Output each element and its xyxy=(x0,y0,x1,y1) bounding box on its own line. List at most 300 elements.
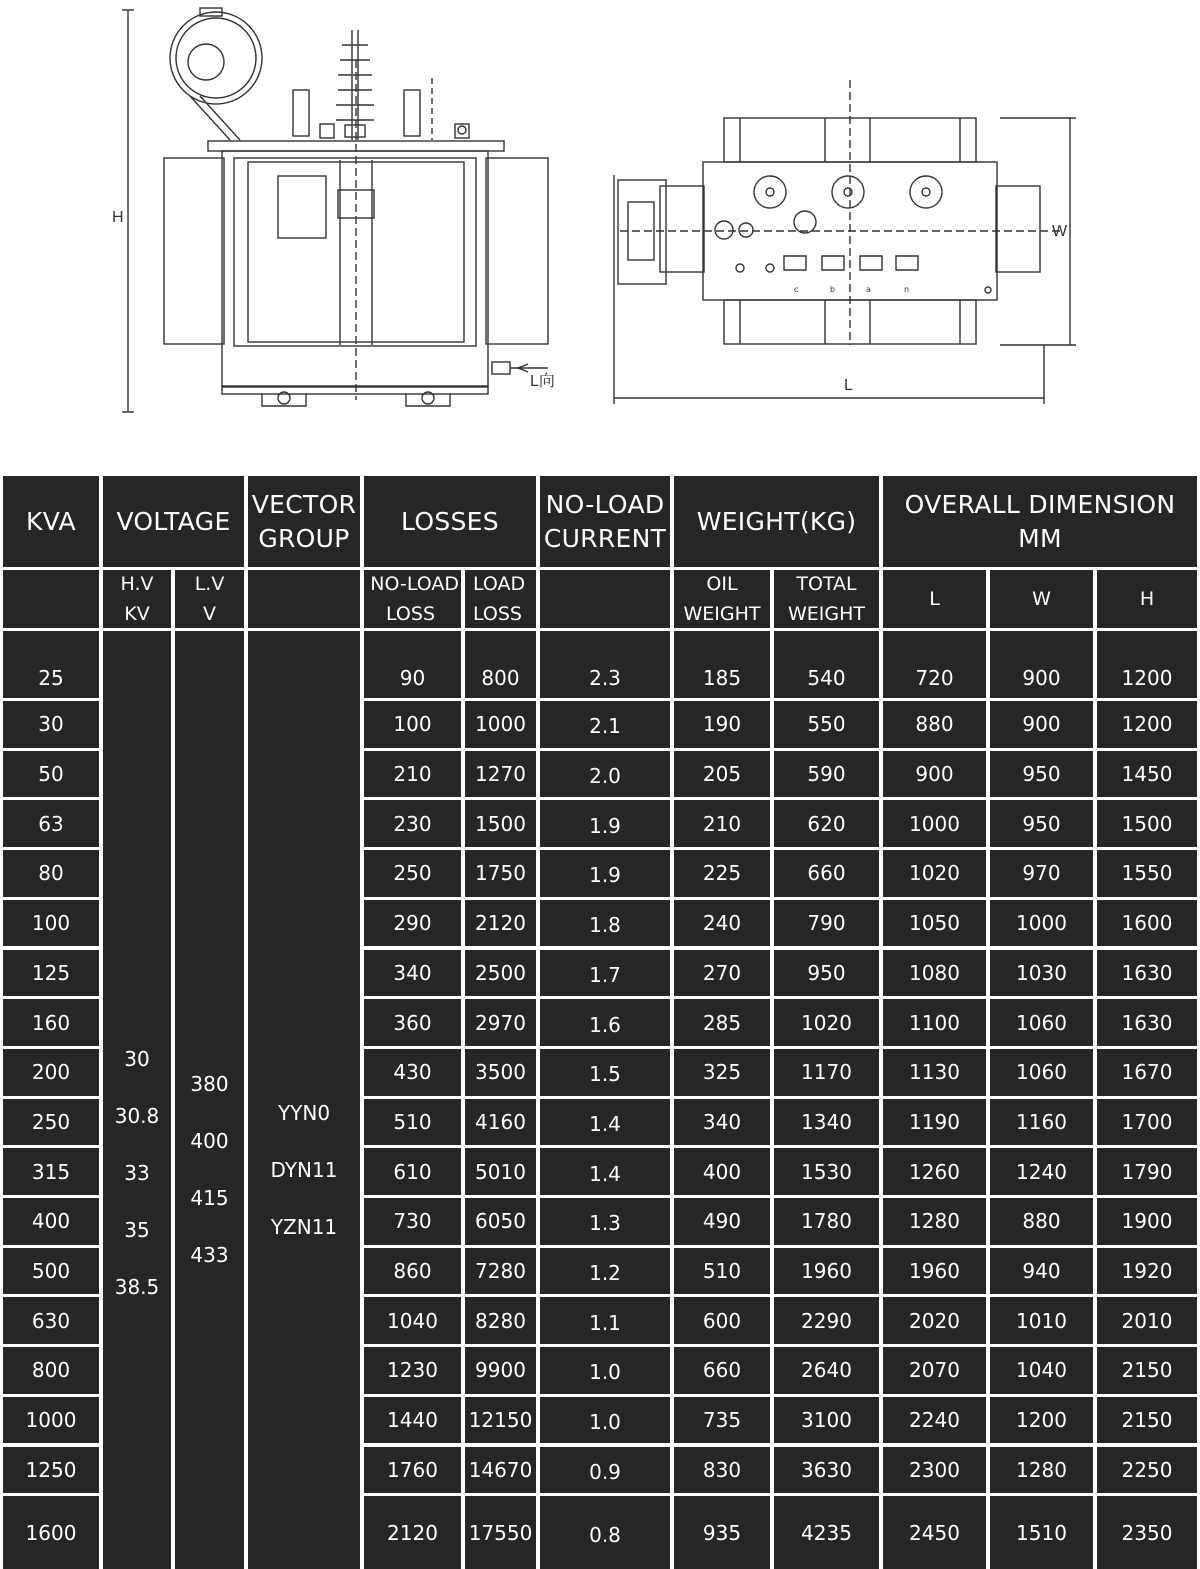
height-cell xyxy=(1097,701,1197,748)
height-cell xyxy=(1097,850,1197,897)
lv-value: 380 xyxy=(190,1072,229,1096)
subheader-hv-line1: H.V xyxy=(120,573,154,595)
load-loss-cell xyxy=(465,1148,536,1195)
no-load-current-cell-value: 1.6 xyxy=(589,1012,621,1037)
width-cell xyxy=(990,1397,1093,1444)
no-load-current-cell-value: 1.4 xyxy=(589,1111,621,1136)
subheader-total-weight-line2: WEIGHT xyxy=(787,603,865,625)
oil-weight-cell xyxy=(674,850,770,897)
hv-value: 30.8 xyxy=(114,1103,160,1128)
load-loss-cell-value: 4160 xyxy=(475,1109,526,1134)
oil-weight-cell-value: 210 xyxy=(702,811,742,836)
no-load-loss-cell-value: 610 xyxy=(393,1159,432,1184)
total-weight-cell xyxy=(774,1496,879,1569)
length-cell xyxy=(883,1496,986,1569)
length-cell-value: 1100 xyxy=(909,1010,960,1035)
height-cell xyxy=(1097,800,1197,847)
total-weight-cell xyxy=(774,1148,879,1195)
oil-weight-cell xyxy=(674,751,770,798)
header-overall-dimension-line2: MM xyxy=(1018,523,1062,553)
no-load-current-cell-value: 1.3 xyxy=(589,1211,621,1236)
oil-weight-cell-value: 190 xyxy=(702,712,742,737)
height-cell xyxy=(1097,631,1197,698)
header-overall-dimension xyxy=(883,476,1197,567)
subheader-lv-line2: V xyxy=(203,603,216,625)
oil-weight-cell-value: 205 xyxy=(702,762,742,787)
hv-value: 38.5 xyxy=(114,1274,160,1299)
kva-cell-value: 1000 xyxy=(25,1408,77,1433)
total-weight-cell xyxy=(774,1049,879,1096)
oil-weight-cell-value: 660 xyxy=(702,1358,742,1383)
no-load-current-cell-value: 2.3 xyxy=(589,666,621,690)
subheader-load-loss-line2: LOSS xyxy=(473,603,522,625)
height-cell-value: 1550 xyxy=(1121,861,1173,886)
kva-cell xyxy=(3,1248,99,1295)
no-load-current-cell-value: 1.0 xyxy=(589,1410,621,1435)
width-cell xyxy=(990,1198,1093,1245)
terminal-mark-b: b xyxy=(830,285,836,294)
height-cell xyxy=(1097,751,1197,798)
lv-value: 400 xyxy=(190,1129,229,1153)
length-cell xyxy=(883,1397,986,1444)
no-load-current-cell-value: 2.1 xyxy=(589,714,621,739)
width-cell xyxy=(990,1496,1093,1569)
height-cell-value: 1200 xyxy=(1121,666,1173,690)
hv-value: 35 xyxy=(124,1217,150,1242)
length-cell xyxy=(883,850,986,897)
no-load-loss-cell xyxy=(364,1297,461,1344)
load-loss-cell-value: 8280 xyxy=(475,1308,526,1333)
length-cell-value: 1130 xyxy=(909,1060,960,1085)
height-cell-value: 1790 xyxy=(1121,1159,1173,1184)
kva-cell xyxy=(3,850,99,897)
subheader-vector-blank xyxy=(248,570,360,628)
oil-weight-cell-value: 285 xyxy=(702,1010,742,1035)
no-load-loss-cell xyxy=(364,1198,461,1245)
load-loss-cell xyxy=(465,1049,536,1096)
kva-cell-value: 250 xyxy=(31,1109,71,1134)
header-kva xyxy=(3,476,99,567)
total-weight-cell xyxy=(774,950,879,997)
total-weight-cell-value: 790 xyxy=(807,911,846,936)
vector-group-value: DYN11 xyxy=(270,1157,338,1182)
height-cell-value: 2010 xyxy=(1121,1308,1173,1333)
width-cell-value: 950 xyxy=(1022,811,1061,836)
height-cell xyxy=(1097,1447,1197,1494)
kva-cell-value: 25 xyxy=(38,666,64,690)
height-cell-value: 1630 xyxy=(1121,1010,1173,1035)
no-load-loss-cell xyxy=(364,631,461,698)
oil-weight-cell xyxy=(674,1496,770,1569)
length-cell xyxy=(883,631,986,698)
subheader-w xyxy=(990,570,1093,628)
oil-weight-cell xyxy=(674,800,770,847)
length-cell xyxy=(883,999,986,1046)
subheader-lv xyxy=(175,570,244,628)
kva-cell xyxy=(3,999,99,1046)
no-load-loss-cell-value: 1440 xyxy=(387,1408,438,1433)
header-overall-dimension-line1: OVERALL DIMENSION xyxy=(904,489,1176,519)
load-loss-cell-value: 3500 xyxy=(475,1060,526,1085)
no-load-current-cell-value: 1.1 xyxy=(589,1310,621,1335)
oil-weight-cell xyxy=(674,900,770,947)
total-weight-cell xyxy=(774,1198,879,1245)
hv-value: 33 xyxy=(124,1160,150,1185)
load-loss-cell-value: 1500 xyxy=(475,811,526,836)
no-load-current-cell-value: 1.9 xyxy=(589,813,621,838)
height-cell-value: 1900 xyxy=(1121,1209,1173,1234)
oil-weight-cell-value: 490 xyxy=(702,1209,742,1234)
total-weight-cell xyxy=(774,701,879,748)
no-load-loss-cell-value: 510 xyxy=(393,1109,432,1134)
load-loss-cell xyxy=(465,900,536,947)
load-loss-cell-value: 2970 xyxy=(475,1010,526,1035)
kva-cell-value: 50 xyxy=(38,762,64,787)
length-cell-value: 2070 xyxy=(909,1358,960,1383)
length-cell xyxy=(883,1347,986,1394)
subheader-kva-blank xyxy=(3,570,99,628)
spec-table xyxy=(0,473,1200,1569)
kva-cell xyxy=(3,950,99,997)
no-load-current-cell-value: 1.5 xyxy=(589,1062,621,1087)
no-load-current-cell xyxy=(540,1297,670,1344)
load-loss-cell-value: 6050 xyxy=(475,1209,526,1234)
total-weight-cell xyxy=(774,631,879,698)
height-cell-value: 1670 xyxy=(1121,1060,1173,1085)
subheader-no-load-loss-line1: NO-LOAD xyxy=(370,573,459,595)
no-load-current-cell xyxy=(540,1049,670,1096)
no-load-current-cell xyxy=(540,701,670,748)
length-cell-value: 2300 xyxy=(909,1457,960,1482)
kva-cell-value: 315 xyxy=(31,1159,71,1184)
load-loss-cell xyxy=(465,800,536,847)
length-cell xyxy=(883,950,986,997)
oil-weight-cell-value: 340 xyxy=(702,1109,742,1134)
no-load-current-cell xyxy=(540,1198,670,1245)
oil-weight-cell-value: 270 xyxy=(702,960,742,985)
width-cell-value: 880 xyxy=(1022,1209,1061,1234)
no-load-current-cell-value: 1.2 xyxy=(589,1261,621,1286)
oil-weight-cell xyxy=(674,1347,770,1394)
height-cell xyxy=(1097,900,1197,947)
vector-group-value: YZN11 xyxy=(270,1214,338,1239)
load-loss-cell-value: 5010 xyxy=(475,1159,526,1184)
kva-cell xyxy=(3,631,99,698)
no-load-current-cell-value: 1.9 xyxy=(589,863,621,888)
no-load-loss-cell-value: 1760 xyxy=(387,1457,438,1482)
width-cell xyxy=(990,1049,1093,1096)
height-cell-value: 1600 xyxy=(1121,911,1173,936)
top-view-drawing xyxy=(614,80,1076,404)
total-weight-cell xyxy=(774,999,879,1046)
height-cell-value: 1920 xyxy=(1121,1259,1173,1284)
total-weight-cell-value: 1340 xyxy=(801,1109,852,1134)
oil-weight-cell xyxy=(674,1397,770,1444)
total-weight-cell xyxy=(774,800,879,847)
no-load-loss-cell xyxy=(364,999,461,1046)
subheader-oil-weight xyxy=(674,570,770,628)
vector-group-value: YYN0 xyxy=(277,1100,331,1125)
header-no-load-current-line1: NO-LOAD xyxy=(545,489,665,519)
no-load-loss-cell xyxy=(364,850,461,897)
total-weight-cell-value: 1170 xyxy=(801,1060,852,1085)
oil-weight-cell xyxy=(674,999,770,1046)
no-load-loss-cell-value: 290 xyxy=(393,911,432,936)
load-loss-cell xyxy=(465,1496,536,1569)
height-cell xyxy=(1097,1397,1197,1444)
height-cell xyxy=(1097,1297,1197,1344)
total-weight-cell-value: 2290 xyxy=(801,1308,852,1333)
load-loss-cell xyxy=(465,1347,536,1394)
kva-cell-value: 160 xyxy=(31,1010,71,1035)
width-cell-value: 1010 xyxy=(1016,1308,1067,1333)
width-cell xyxy=(990,800,1093,847)
width-cell xyxy=(990,1148,1093,1195)
no-load-current-cell-value: 1.8 xyxy=(589,913,621,938)
subheader-l xyxy=(883,570,986,628)
no-load-loss-cell-value: 430 xyxy=(393,1060,432,1085)
length-cell-value: 2020 xyxy=(909,1308,960,1333)
oil-weight-cell-value: 225 xyxy=(702,861,742,886)
length-cell-value: 880 xyxy=(915,712,954,737)
load-loss-cell-value: 7280 xyxy=(475,1259,526,1284)
no-load-current-cell xyxy=(540,1099,670,1146)
no-load-loss-cell-value: 730 xyxy=(393,1209,432,1234)
no-load-current-cell-value: 2.0 xyxy=(589,764,621,789)
kva-cell xyxy=(3,751,99,798)
no-load-current-cell-value: 1.4 xyxy=(589,1161,621,1186)
no-load-loss-cell xyxy=(364,950,461,997)
width-cell-value: 1280 xyxy=(1016,1457,1067,1482)
load-loss-cell xyxy=(465,701,536,748)
width-cell xyxy=(990,999,1093,1046)
total-weight-cell xyxy=(774,1447,879,1494)
total-weight-cell xyxy=(774,1099,879,1146)
total-weight-cell xyxy=(774,850,879,897)
oil-weight-cell xyxy=(674,1148,770,1195)
load-loss-cell xyxy=(465,950,536,997)
height-cell xyxy=(1097,1148,1197,1195)
oil-weight-cell-value: 240 xyxy=(702,911,742,936)
oil-weight-cell xyxy=(674,1099,770,1146)
no-load-loss-cell-value: 1040 xyxy=(387,1308,438,1333)
no-load-current-cell xyxy=(540,1397,670,1444)
oil-weight-cell-value: 830 xyxy=(702,1457,742,1482)
total-weight-cell-value: 3630 xyxy=(801,1457,852,1482)
total-weight-cell xyxy=(774,900,879,947)
vector-groups-cell xyxy=(248,631,360,1569)
oil-weight-cell-value: 935 xyxy=(702,1520,742,1545)
no-load-current-cell xyxy=(540,1447,670,1494)
subheader-hv-line2: KV xyxy=(124,603,150,625)
lv-values-cell xyxy=(175,631,244,1569)
total-weight-cell xyxy=(774,1297,879,1344)
oil-weight-cell-value: 400 xyxy=(702,1159,742,1184)
header-vector-group-line2: GROUP xyxy=(258,523,350,553)
width-cell-value: 1030 xyxy=(1016,960,1067,985)
header-vector-group-line1: VECTOR xyxy=(251,489,357,519)
height-cell-value: 2350 xyxy=(1121,1520,1173,1545)
load-loss-cell-value: 14670 xyxy=(468,1457,533,1482)
load-loss-cell xyxy=(465,1198,536,1245)
length-cell xyxy=(883,1148,986,1195)
no-load-current-cell xyxy=(540,1347,670,1394)
no-load-current-cell xyxy=(540,631,670,698)
lv-value: 415 xyxy=(190,1186,229,1210)
load-loss-cell-value: 9900 xyxy=(475,1358,526,1383)
w-dimension-label: W xyxy=(1052,223,1068,240)
length-cell xyxy=(883,1297,986,1344)
total-weight-cell-value: 590 xyxy=(807,762,846,787)
oil-weight-cell-value: 600 xyxy=(702,1308,742,1333)
width-cell-value: 1510 xyxy=(1016,1520,1067,1545)
total-weight-cell-value: 3100 xyxy=(801,1408,852,1433)
length-cell-value: 1080 xyxy=(909,960,960,985)
total-weight-cell-value: 620 xyxy=(807,811,846,836)
kva-cell xyxy=(3,701,99,748)
length-cell xyxy=(883,800,986,847)
load-loss-cell xyxy=(465,850,536,897)
length-cell xyxy=(883,701,986,748)
header-voltage xyxy=(103,476,244,567)
oil-weight-cell xyxy=(674,1297,770,1344)
total-weight-cell-value: 4235 xyxy=(801,1520,852,1545)
kva-cell xyxy=(3,1148,99,1195)
no-load-loss-cell xyxy=(364,1397,461,1444)
no-load-loss-cell xyxy=(364,701,461,748)
height-cell-value: 1500 xyxy=(1121,811,1173,836)
subheader-oil-weight-line2: WEIGHT xyxy=(683,603,761,625)
load-loss-cell-value: 1750 xyxy=(475,861,526,886)
kva-cell-value: 80 xyxy=(38,861,64,886)
kva-cell xyxy=(3,1297,99,1344)
length-cell-value: 720 xyxy=(915,666,954,690)
subheader-oil-weight-line1: OIL xyxy=(706,573,738,595)
subheader-h xyxy=(1097,570,1197,628)
load-loss-cell xyxy=(465,1447,536,1494)
kva-cell-value: 125 xyxy=(31,960,71,985)
no-load-current-cell xyxy=(540,800,670,847)
width-cell-value: 940 xyxy=(1022,1259,1061,1284)
kva-cell-value: 1600 xyxy=(25,1520,77,1545)
total-weight-cell-value: 1530 xyxy=(801,1159,852,1184)
load-loss-cell xyxy=(465,1099,536,1146)
no-load-current-cell xyxy=(540,1248,670,1295)
length-cell-value: 900 xyxy=(915,762,954,787)
transformer-drawings xyxy=(0,0,1200,430)
height-cell xyxy=(1097,1049,1197,1096)
height-cell xyxy=(1097,950,1197,997)
width-cell-value: 900 xyxy=(1022,666,1061,690)
header-losses-label: LOSSES xyxy=(401,506,499,536)
lv-value: 433 xyxy=(190,1243,229,1267)
total-weight-cell xyxy=(774,1397,879,1444)
oil-weight-cell xyxy=(674,631,770,698)
no-load-loss-cell xyxy=(364,1099,461,1146)
load-loss-cell-value: 12150 xyxy=(468,1408,533,1433)
length-cell-value: 1000 xyxy=(909,811,960,836)
length-cell-value: 2240 xyxy=(909,1408,960,1433)
load-loss-cell-value: 2500 xyxy=(475,960,526,985)
no-load-current-cell xyxy=(540,950,670,997)
subheader-load-loss xyxy=(465,570,536,628)
length-cell xyxy=(883,900,986,947)
total-weight-cell-value: 1780 xyxy=(801,1209,852,1234)
load-loss-cell xyxy=(465,1248,536,1295)
no-load-loss-cell-value: 340 xyxy=(393,960,432,985)
width-cell-value: 1040 xyxy=(1016,1358,1067,1383)
length-cell-value: 1050 xyxy=(909,911,960,936)
height-cell-value: 1700 xyxy=(1121,1109,1173,1134)
subheader-hv xyxy=(103,570,171,628)
no-load-loss-cell xyxy=(364,1148,461,1195)
length-cell xyxy=(883,1248,986,1295)
no-load-loss-cell-value: 100 xyxy=(393,712,432,737)
subheader-w-label: W xyxy=(1032,588,1051,610)
subheader-total-weight-line1: TOTAL xyxy=(796,573,857,595)
oil-weight-cell-value: 325 xyxy=(702,1060,742,1085)
length-cell-value: 1280 xyxy=(909,1209,960,1234)
height-cell-value: 1450 xyxy=(1121,762,1173,787)
kva-cell xyxy=(3,1198,99,1245)
kva-cell-value: 63 xyxy=(38,811,64,836)
load-loss-cell xyxy=(465,1297,536,1344)
width-cell-value: 1060 xyxy=(1016,1010,1067,1035)
height-cell xyxy=(1097,999,1197,1046)
width-cell xyxy=(990,1347,1093,1394)
front-view-drawing xyxy=(122,8,548,412)
no-load-loss-cell xyxy=(364,900,461,947)
no-load-current-cell xyxy=(540,850,670,897)
header-voltage-label: VOLTAGE xyxy=(116,506,231,536)
width-cell xyxy=(990,1447,1093,1494)
total-weight-cell xyxy=(774,751,879,798)
header-vector-group xyxy=(248,476,360,567)
no-load-loss-cell-value: 90 xyxy=(399,666,426,690)
load-loss-cell-value: 2120 xyxy=(475,911,526,936)
height-cell xyxy=(1097,1198,1197,1245)
no-load-loss-cell-value: 860 xyxy=(393,1259,432,1284)
total-weight-cell-value: 1020 xyxy=(801,1010,852,1035)
length-cell-value: 1190 xyxy=(909,1109,960,1134)
no-load-loss-cell-value: 210 xyxy=(393,762,432,787)
subheader-total-weight xyxy=(774,570,879,628)
height-cell-value: 2250 xyxy=(1121,1457,1173,1482)
no-load-loss-cell xyxy=(364,1248,461,1295)
no-load-current-cell xyxy=(540,999,670,1046)
width-cell xyxy=(990,1297,1093,1344)
total-weight-cell xyxy=(774,1347,879,1394)
header-losses xyxy=(364,476,536,567)
hv-value: 30 xyxy=(124,1046,150,1071)
no-load-current-cell-value: 1.0 xyxy=(589,1360,621,1385)
kva-cell xyxy=(3,1049,99,1096)
kva-cell-value: 800 xyxy=(31,1358,71,1383)
subheader-load-loss-line1: LOAD xyxy=(473,573,526,595)
no-load-loss-cell-value: 250 xyxy=(393,861,432,886)
height-cell xyxy=(1097,1347,1197,1394)
h-dimension-label: H xyxy=(112,209,124,226)
height-cell-value: 2150 xyxy=(1121,1408,1173,1433)
oil-weight-cell xyxy=(674,1198,770,1245)
oil-weight-cell xyxy=(674,1447,770,1494)
load-loss-cell-value: 1000 xyxy=(475,712,526,737)
header-weight-label: WEIGHT(KG) xyxy=(696,506,857,536)
width-cell xyxy=(990,850,1093,897)
no-load-current-cell xyxy=(540,1496,670,1569)
kva-cell xyxy=(3,1397,99,1444)
kva-cell-value: 100 xyxy=(31,911,71,936)
